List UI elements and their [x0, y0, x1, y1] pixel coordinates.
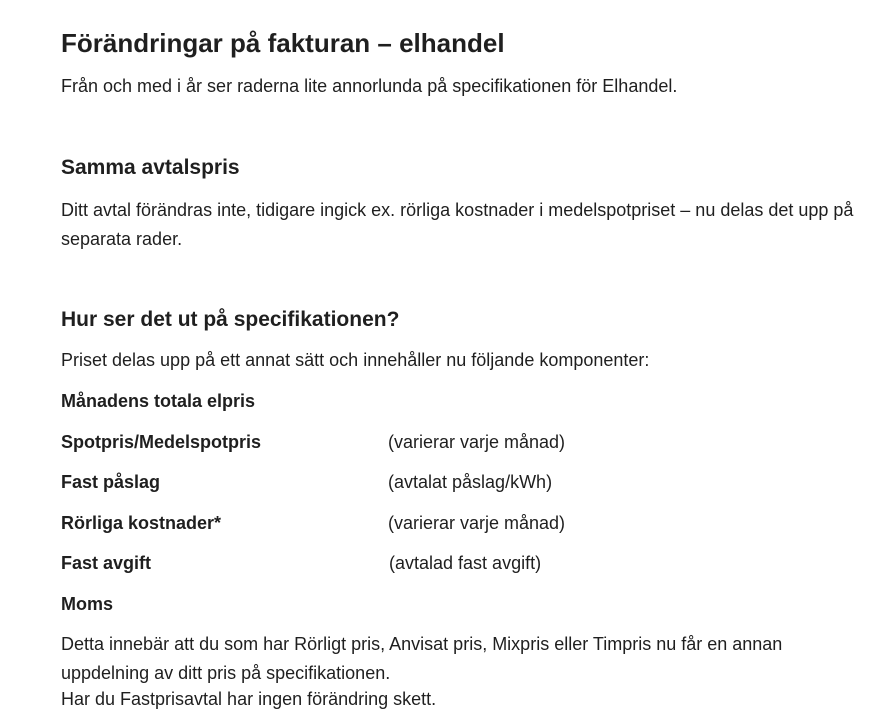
- component-label: Spotpris/Medelspotpris: [61, 432, 262, 452]
- outro-text: Detta innebär att du som har Rörligt pris, Anvisat pris, Mixpris eller Timpris nu får en annan uppdelning av ditt pris på specifikationen.: [61, 634, 783, 683]
- outro-text-fixed-price: Har du Fastprisavtal har ingen förändring skett.: [61, 689, 437, 709]
- component-label: Moms: [61, 594, 114, 614]
- component-label: Månadens totala elpris: [61, 391, 256, 411]
- section-body-specification: Priset delas upp på ett annat sätt och innehåller nu följande komponenter:: [61, 350, 650, 370]
- component-label: Fast avgift: [61, 553, 152, 573]
- section-heading-specification: Hur ser det ut på specifikationen?: [61, 308, 400, 331]
- section-heading-same-price: Samma avtalspris: [61, 156, 240, 179]
- component-note: (avtalat påslag/kWh): [388, 472, 553, 492]
- section-body-same-price: Ditt avtal förändras inte, tidigare ingick ex. rörliga kostnader i medelspotpriset – nu delas det upp på separata rader.: [61, 200, 854, 249]
- component-note: (varierar varje månad): [388, 513, 566, 533]
- component-label: Fast påslag: [61, 472, 161, 492]
- component-note: (avtalad fast avgift): [389, 553, 542, 573]
- page-title: Förändringar på fakturan – elhandel: [61, 28, 505, 58]
- intro-text: Från och med i år ser raderna lite annorlunda på specifikationen för Elhandel.: [61, 76, 678, 96]
- component-note: (varierar varje månad): [388, 432, 566, 452]
- component-label: Rörliga kostnader*: [61, 513, 222, 533]
